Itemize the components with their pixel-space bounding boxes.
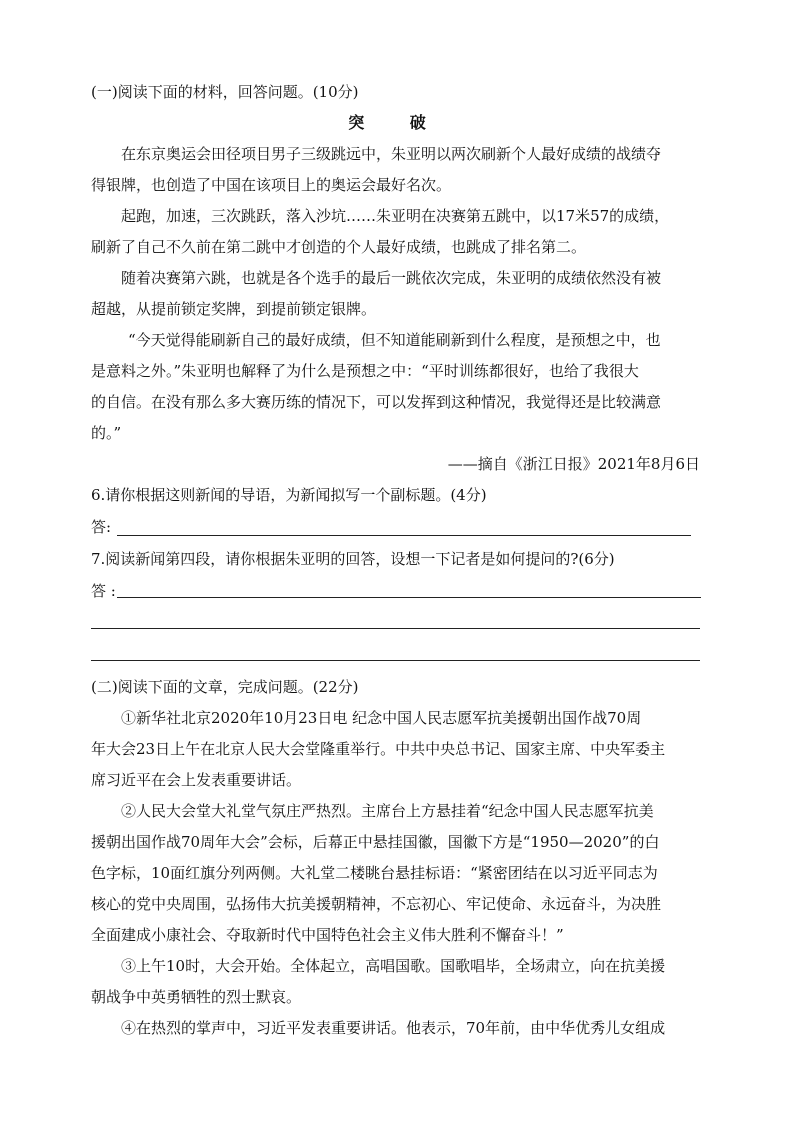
s1-p2-line2: 刷新了自己不久前在第二跳中才创造的个人最好成绩，也跳成了排名第二。 xyxy=(91,238,587,256)
s2-p4-line1: ④在热烈的掌声中，习近平发表重要讲话。他表示，70年前，由中华优秀儿女组成 xyxy=(121,1019,666,1037)
s2-p2-line2: 援朝出国作战70周年大会”会标，后幕正中悬挂国徽，国徽下方是“1950—2020”的白 xyxy=(91,833,660,851)
news-source: ——摘自《浙江日报》2021年8月6日 xyxy=(447,455,700,473)
s1-p3-line1: 随着决赛第六跳，也就是各个选手的最后一跳依次完成，朱亚明的成绩依然没有被 xyxy=(121,269,662,287)
s1-p1-line2: 得银牌，也创造了中国在该项目上的奥运会最好名次。 xyxy=(91,176,452,194)
section1-heading: (一)阅读下面的材料，回答问题。(10分) xyxy=(91,83,359,101)
question-7: 7.阅读新闻第四段，请你根据朱亚明的回答，设想一下记者是如何提问的?(6分) xyxy=(91,550,615,568)
question-6: 6.请你根据这则新闻的导语，为新闻拟写一个副标题。(4分) xyxy=(91,486,487,504)
s1-p1-line1: 在东京奥运会田径项目男子三级跳远中，朱亚明以两次刷新个人最好成绩的战绩夺 xyxy=(121,145,662,163)
s1-p4-line4: 的。” xyxy=(91,424,122,442)
q7-answer-label: 答 : xyxy=(91,582,116,600)
s2-p2-line1: ②人民大会堂大礼堂气氛庄严热烈。主席台上方悬挂着“纪念中国人民志愿军抗美 xyxy=(121,802,654,820)
s1-p4-line1: “今天觉得能刷新自己的最好成绩，但不知道能刷新到什么程度，是预想之中，也 xyxy=(128,331,661,349)
q7-answer-field-3[interactable] xyxy=(91,660,700,661)
s2-p1-line2: 年大会23日上午在北京人民大会堂隆重举行。中共中央总书记、国家主席、中央军委主 xyxy=(91,740,666,758)
s2-p3-line2: 朝战争中英勇牺牲的烈士默哀。 xyxy=(91,988,302,1006)
article-title: 突 破 xyxy=(348,113,446,132)
s2-p3-line1: ③上午10时，大会开始。全体起立，高唱国歌。国歌唱毕，全场肃立，向在抗美援 xyxy=(121,957,666,975)
q7-answer-row xyxy=(91,581,116,601)
s1-p2-line1: 起跑，加速，三次跳跃，落入沙坑……朱亚明在决赛第五跳中，以17米57的成绩， xyxy=(121,207,670,225)
s1-p4-line3: 的自信。在没有那么多大赛历练的情况下，可以发挥到这种情况，我觉得还是比较满意 xyxy=(91,393,662,411)
section2-heading: (二)阅读下面的文章，完成问题。(22分) xyxy=(91,678,359,696)
q6-answer-label: 答: xyxy=(91,518,112,536)
q7-answer-field-1[interactable] xyxy=(117,597,701,598)
s2-p1-line1: ①新华社北京2020年10月23日电 纪念中国人民志愿军抗美援朝出国作战70周 xyxy=(121,709,642,727)
s2-p2-line4: 核心的党中央周围，弘扬伟大抗美援朝精神，不忘初心、牢记使命、永远奋斗，为决胜 xyxy=(91,895,662,913)
s2-p2-line3: 色字标，10面红旗分列两侧。大礼堂二楼眺台悬挂标语：“紧密团结在以习近平同志为 xyxy=(91,864,658,882)
s2-p2-line5: 全面建成小康社会、夺取新时代中国特色社会主义伟大胜利不懈奋斗！” xyxy=(91,926,564,944)
q7-answer-field-2[interactable] xyxy=(91,628,700,629)
q6-answer-field[interactable] xyxy=(117,535,691,536)
s2-p1-line3: 席习近平在会上发表重要讲话。 xyxy=(91,771,302,789)
q6-answer-row xyxy=(91,517,111,537)
s1-p3-line2: 超越，从提前锁定奖牌，到提前锁定银牌。 xyxy=(91,300,377,318)
s1-p4-line2: 是意料之外。”朱亚明也解释了为什么是预想之中：“平时训练都很好，也给了我很大 xyxy=(91,362,639,380)
